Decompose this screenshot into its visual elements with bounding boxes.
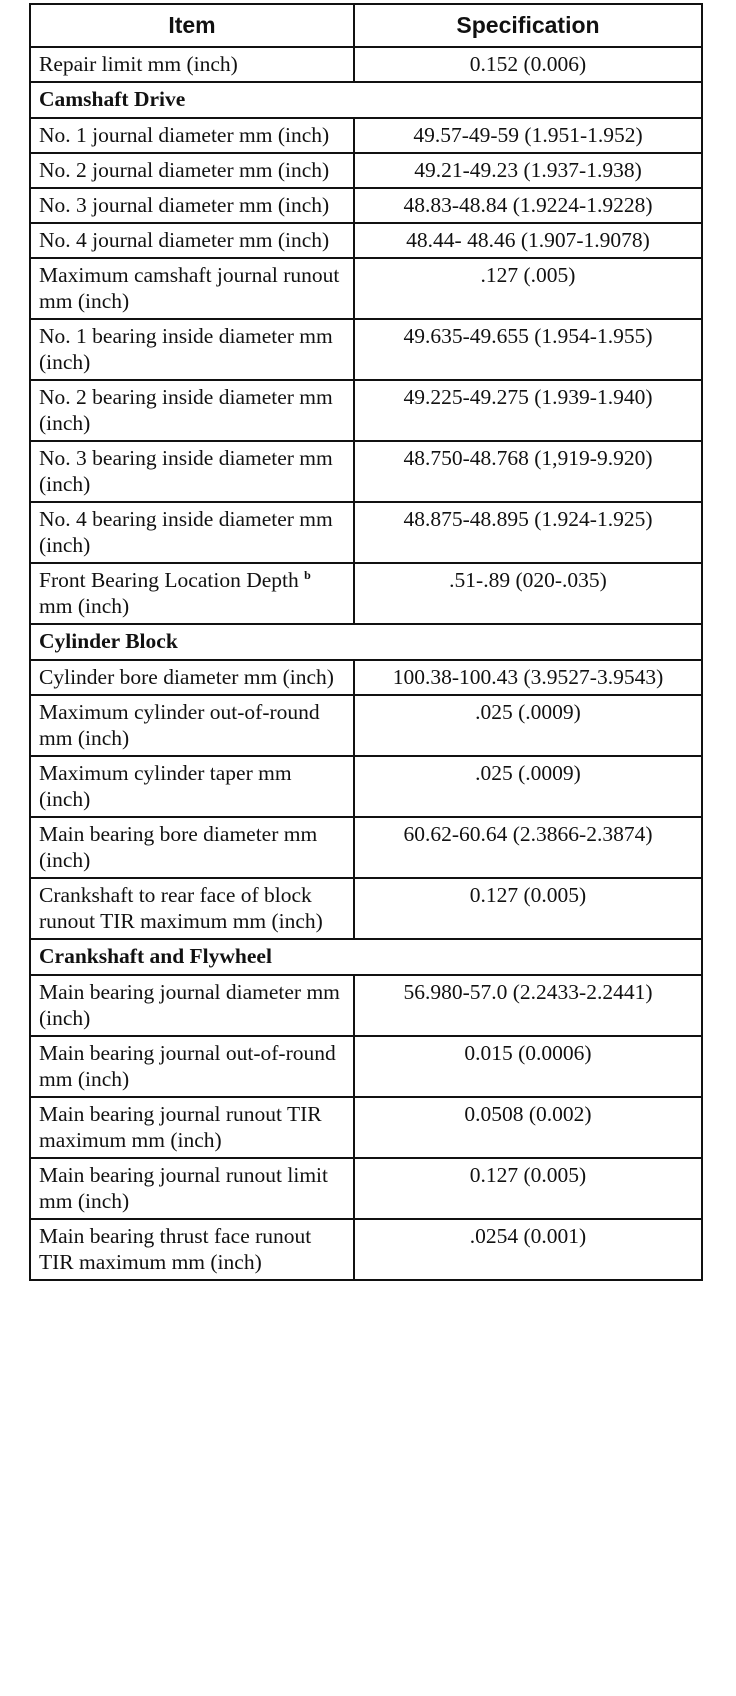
section-row <box>30 624 702 660</box>
item-cell: Main bearing thrust face runout TIR maximum mm (inch) <box>30 1219 354 1280</box>
specification-cell: 49.21-49.23 (1.937-1.938) <box>354 153 702 188</box>
section-row <box>30 82 702 118</box>
table-row <box>30 563 702 624</box>
specification-column-header: Specification <box>354 4 702 47</box>
table-row <box>30 1158 702 1219</box>
specification-cell: 0.127 (0.005) <box>354 878 702 939</box>
table-body <box>30 47 702 1280</box>
specification-cell: 49.225-49.275 (1.939-1.940) <box>354 380 702 441</box>
specification-cell: .51-.89 (020-.035) <box>354 563 702 624</box>
item-cell: Maximum cylinder taper mm (inch) <box>30 756 354 817</box>
table-row <box>30 1219 702 1280</box>
footnote-marker: b <box>304 567 311 582</box>
item-text-tail: mm (inch) <box>39 568 317 618</box>
item-text: Front Bearing Location Depth <box>39 568 299 592</box>
header-row <box>30 4 702 47</box>
specification-cell: 56.980-57.0 (2.2433-2.2441) <box>354 975 702 1036</box>
table-row <box>30 660 702 695</box>
specification-cell: 0.015 (0.0006) <box>354 1036 702 1097</box>
specification-table <box>29 3 703 1281</box>
item-cell: Maximum cylinder out-of-round mm (inch) <box>30 695 354 756</box>
item-cell: No. 3 journal diameter mm (inch) <box>30 188 354 223</box>
item-cell: No. 2 journal diameter mm (inch) <box>30 153 354 188</box>
specification-cell: 48.44- 48.46 (1.907-1.9078) <box>354 223 702 258</box>
table-row <box>30 223 702 258</box>
item-cell: No. 4 bearing inside diameter mm (inch) <box>30 502 354 563</box>
table-row <box>30 695 702 756</box>
table-row <box>30 502 702 563</box>
item-cell: Main bearing bore diameter mm (inch) <box>30 817 354 878</box>
item-cell: No. 4 journal diameter mm (inch) <box>30 223 354 258</box>
table-row <box>30 441 702 502</box>
specification-cell: 0.127 (0.005) <box>354 1158 702 1219</box>
specification-cell: 100.38-100.43 (3.9527-3.9543) <box>354 660 702 695</box>
specification-cell: 0.0508 (0.002) <box>354 1097 702 1158</box>
section-heading: Crankshaft and Flywheel <box>30 939 702 975</box>
section-row <box>30 939 702 975</box>
item-cell: Maximum camshaft journal runout mm (inch) <box>30 258 354 319</box>
specification-cell: 0.152 (0.006) <box>354 47 702 82</box>
item-column-header: Item <box>30 4 354 47</box>
specification-cell: 48.750-48.768 (1,919-9.920) <box>354 441 702 502</box>
item-cell: Repair limit mm (inch) <box>30 47 354 82</box>
specification-cell: .0254 (0.001) <box>354 1219 702 1280</box>
item-cell: Cylinder bore diameter mm (inch) <box>30 660 354 695</box>
item-cell <box>30 563 354 624</box>
item-cell: No. 1 journal diameter mm (inch) <box>30 118 354 153</box>
table-row <box>30 380 702 441</box>
item-cell: Main bearing journal runout limit mm (inch) <box>30 1158 354 1219</box>
table-row <box>30 817 702 878</box>
table-row <box>30 47 702 82</box>
item-cell: Main bearing journal diameter mm (inch) <box>30 975 354 1036</box>
item-cell: Main bearing journal runout TIR maximum mm (inch) <box>30 1097 354 1158</box>
item-cell: Crankshaft to rear face of block runout TIR maximum mm (inch) <box>30 878 354 939</box>
specification-cell: 48.875-48.895 (1.924-1.925) <box>354 502 702 563</box>
specification-cell: 60.62-60.64 (2.3866-2.3874) <box>354 817 702 878</box>
table-row <box>30 319 702 380</box>
table-row <box>30 153 702 188</box>
section-heading: Cylinder Block <box>30 624 702 660</box>
table-row <box>30 258 702 319</box>
table-row <box>30 756 702 817</box>
table-row <box>30 975 702 1036</box>
table-row <box>30 118 702 153</box>
item-cell: No. 3 bearing inside diameter mm (inch) <box>30 441 354 502</box>
specification-cell: .025 (.0009) <box>354 756 702 817</box>
specification-cell: 49.57-49-59 (1.951-1.952) <box>354 118 702 153</box>
specification-cell: .127 (.005) <box>354 258 702 319</box>
table-row <box>30 188 702 223</box>
specification-cell: 48.83-48.84 (1.9224-1.9228) <box>354 188 702 223</box>
specification-cell: .025 (.0009) <box>354 695 702 756</box>
specification-cell: 49.635-49.655 (1.954-1.955) <box>354 319 702 380</box>
table-row <box>30 878 702 939</box>
item-cell: No. 1 bearing inside diameter mm (inch) <box>30 319 354 380</box>
table-row <box>30 1097 702 1158</box>
section-heading: Camshaft Drive <box>30 82 702 118</box>
item-cell: No. 2 bearing inside diameter mm (inch) <box>30 380 354 441</box>
table-row <box>30 1036 702 1097</box>
item-cell: Main bearing journal out-of-round mm (inch) <box>30 1036 354 1097</box>
